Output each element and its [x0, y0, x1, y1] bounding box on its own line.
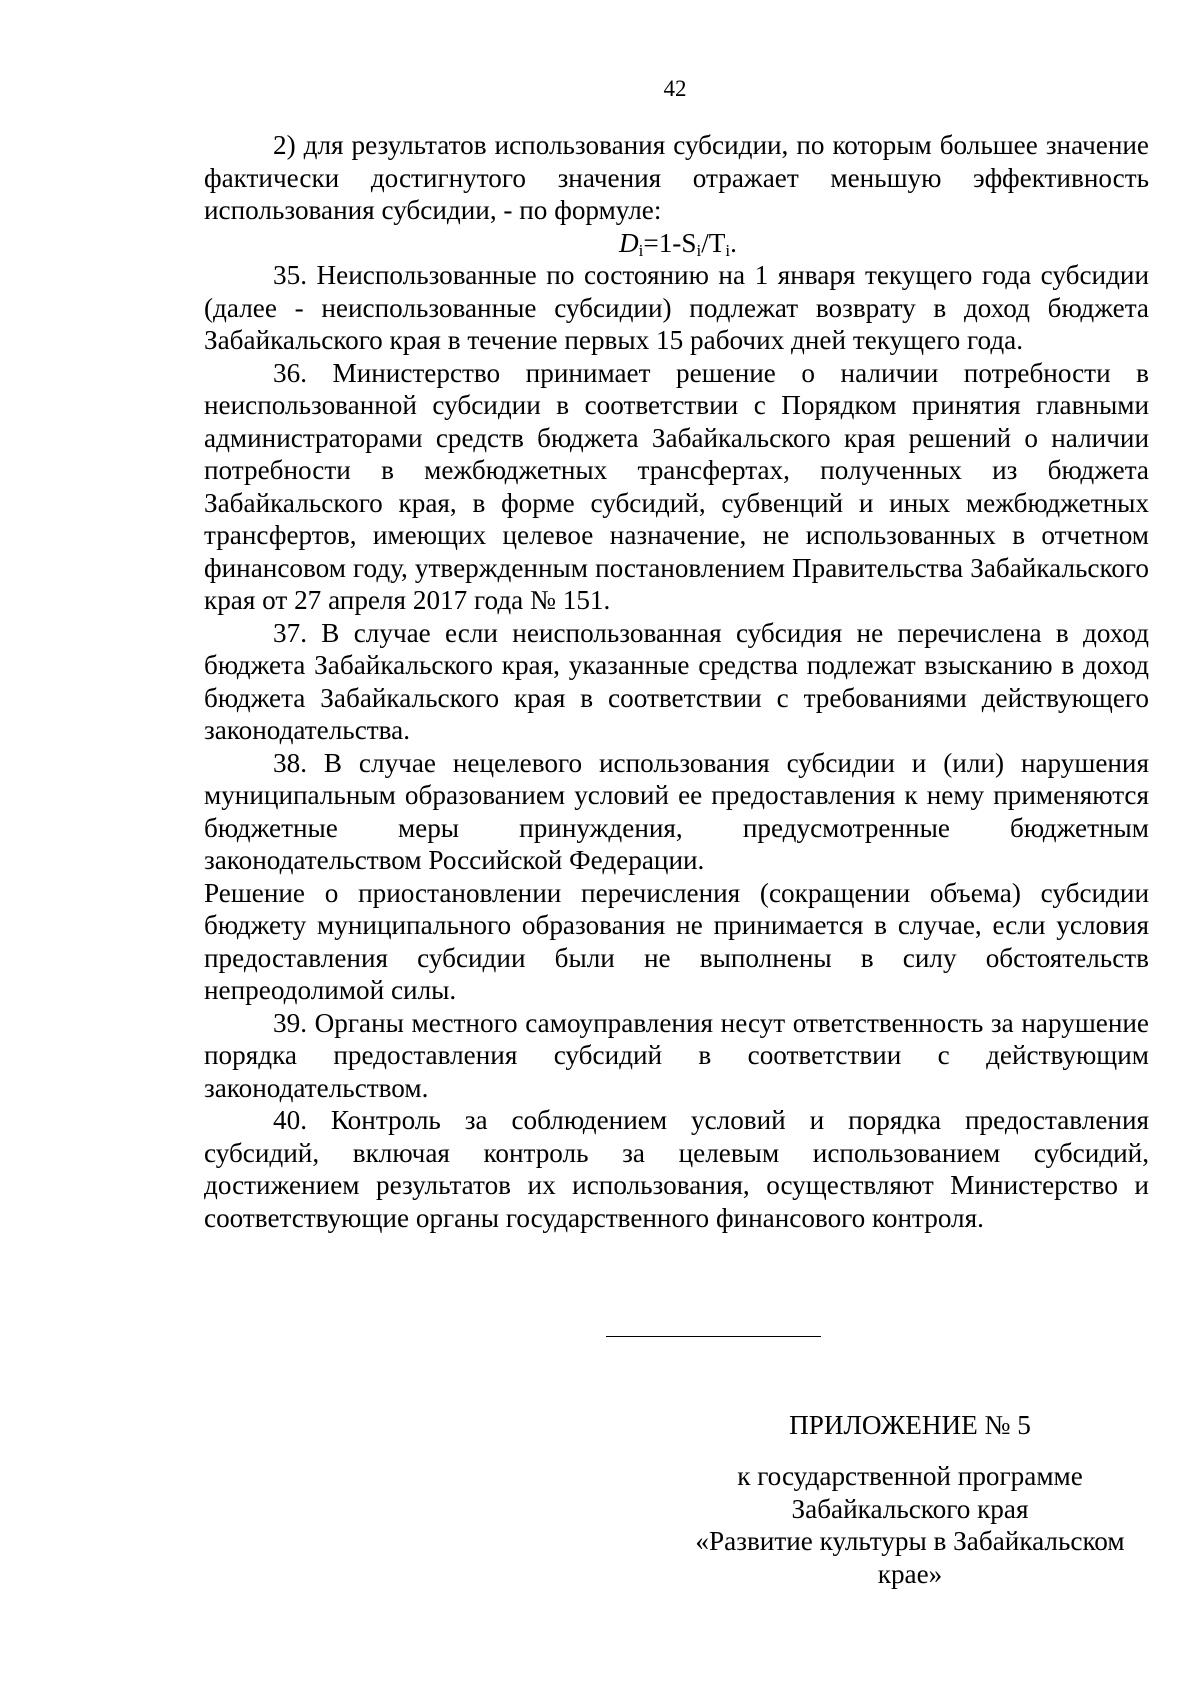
page-number: 42 [663, 76, 687, 101]
paragraph-37: 37. В случае если неиспользованная субсидия не перечислена в доход бюджета Забайкальского края, указанные средства подлежат взысканию в доход бюджета Забайкальского края в соответствии с требованиями действующего законодательства. [204, 617, 1149, 745]
document-body [204, 129, 1149, 1234]
appendix-title: ПРИЛОЖЕНИЕ № 5 [789, 1410, 1031, 1440]
paragraph-38: 38. В случае нецелевого использования субсидии и (или) нарушения муниципальным образованием условий ее предоставления к нему применяются бюджетные меры принуждения, предусмотренные бюджетным законодательством Российской Федерации. [204, 747, 1149, 875]
formula-d: D [619, 227, 639, 258]
formula-s-sub: i [696, 240, 702, 260]
appendix-line-4: крае» [877, 1558, 943, 1589]
paragraph-intro: 2) для результатов использования субсидии, по которым большее значение фактически достигнутого значения отражает меньшую эффективность использования субсидии, - по формуле: [204, 130, 1149, 225]
appendix-line-2: Забайкальского края [791, 1493, 1029, 1524]
formula-eq: =1-S [643, 227, 697, 258]
paragraph-38-continuation: Решение о приостановлении перечисления (сокращении объема) субсидии бюджету муниципального образования не принимается в случае, если условия предоставления субсидии были не выполнены в силу обстоятельств непреодолимой силы. [204, 877, 1149, 1005]
formula-t-sub: i [725, 240, 731, 260]
formula-d-sub: i [638, 240, 644, 260]
paragraph-35: 35. Неиспользованные по состоянию на 1 января текущего года субсидии (далее - неиспользованные субсидии) подлежат возврату в доход бюджета Забайкальского края в течение первых 15 рабочих дней текущего года. [204, 260, 1149, 355]
appendix-subtitle [680, 1460, 1140, 1590]
paragraph-36: 36. Министерство принимает решение о наличии потребности в неиспользованной субсидии в соответствии с Порядком принятия главными администраторами средств бюджета Забайкальского края решений о наличии потребности в межбюджетных трансфертах, полученных из бюджета Забайкальского края, в форме субсидий, субвенций и иных межбюджетных трансфертов, имеющих целевое назначение, не использованных в отчетном финансовом году, утвержденным постановлением Правительства Забайкальского края от 27 апреля 2017 года № 151. [204, 357, 1149, 615]
formula [204, 227, 1149, 260]
formula-slash: /T [701, 227, 726, 258]
appendix-line-3: «Развитие культуры в Забайкальском [695, 1526, 1125, 1556]
paragraph-39: 39. Органы местного самоуправления несут ответственность за нарушение порядка предоставления субсидий в соответствии с действующим законодательством. [204, 1007, 1149, 1103]
appendix-line-1: к государственной программе [737, 1461, 1083, 1491]
section-divider-line [606, 1336, 821, 1337]
formula-end: . [730, 227, 737, 258]
paragraph-40: 40. Контроль за соблюдением условий и порядка предоставления субсидий, включая контроль за целевым использованием субсидий, достижением результатов их использования, осуществляют Министерство и соответствующие органы государственного финансового контроля. [204, 1105, 1149, 1233]
